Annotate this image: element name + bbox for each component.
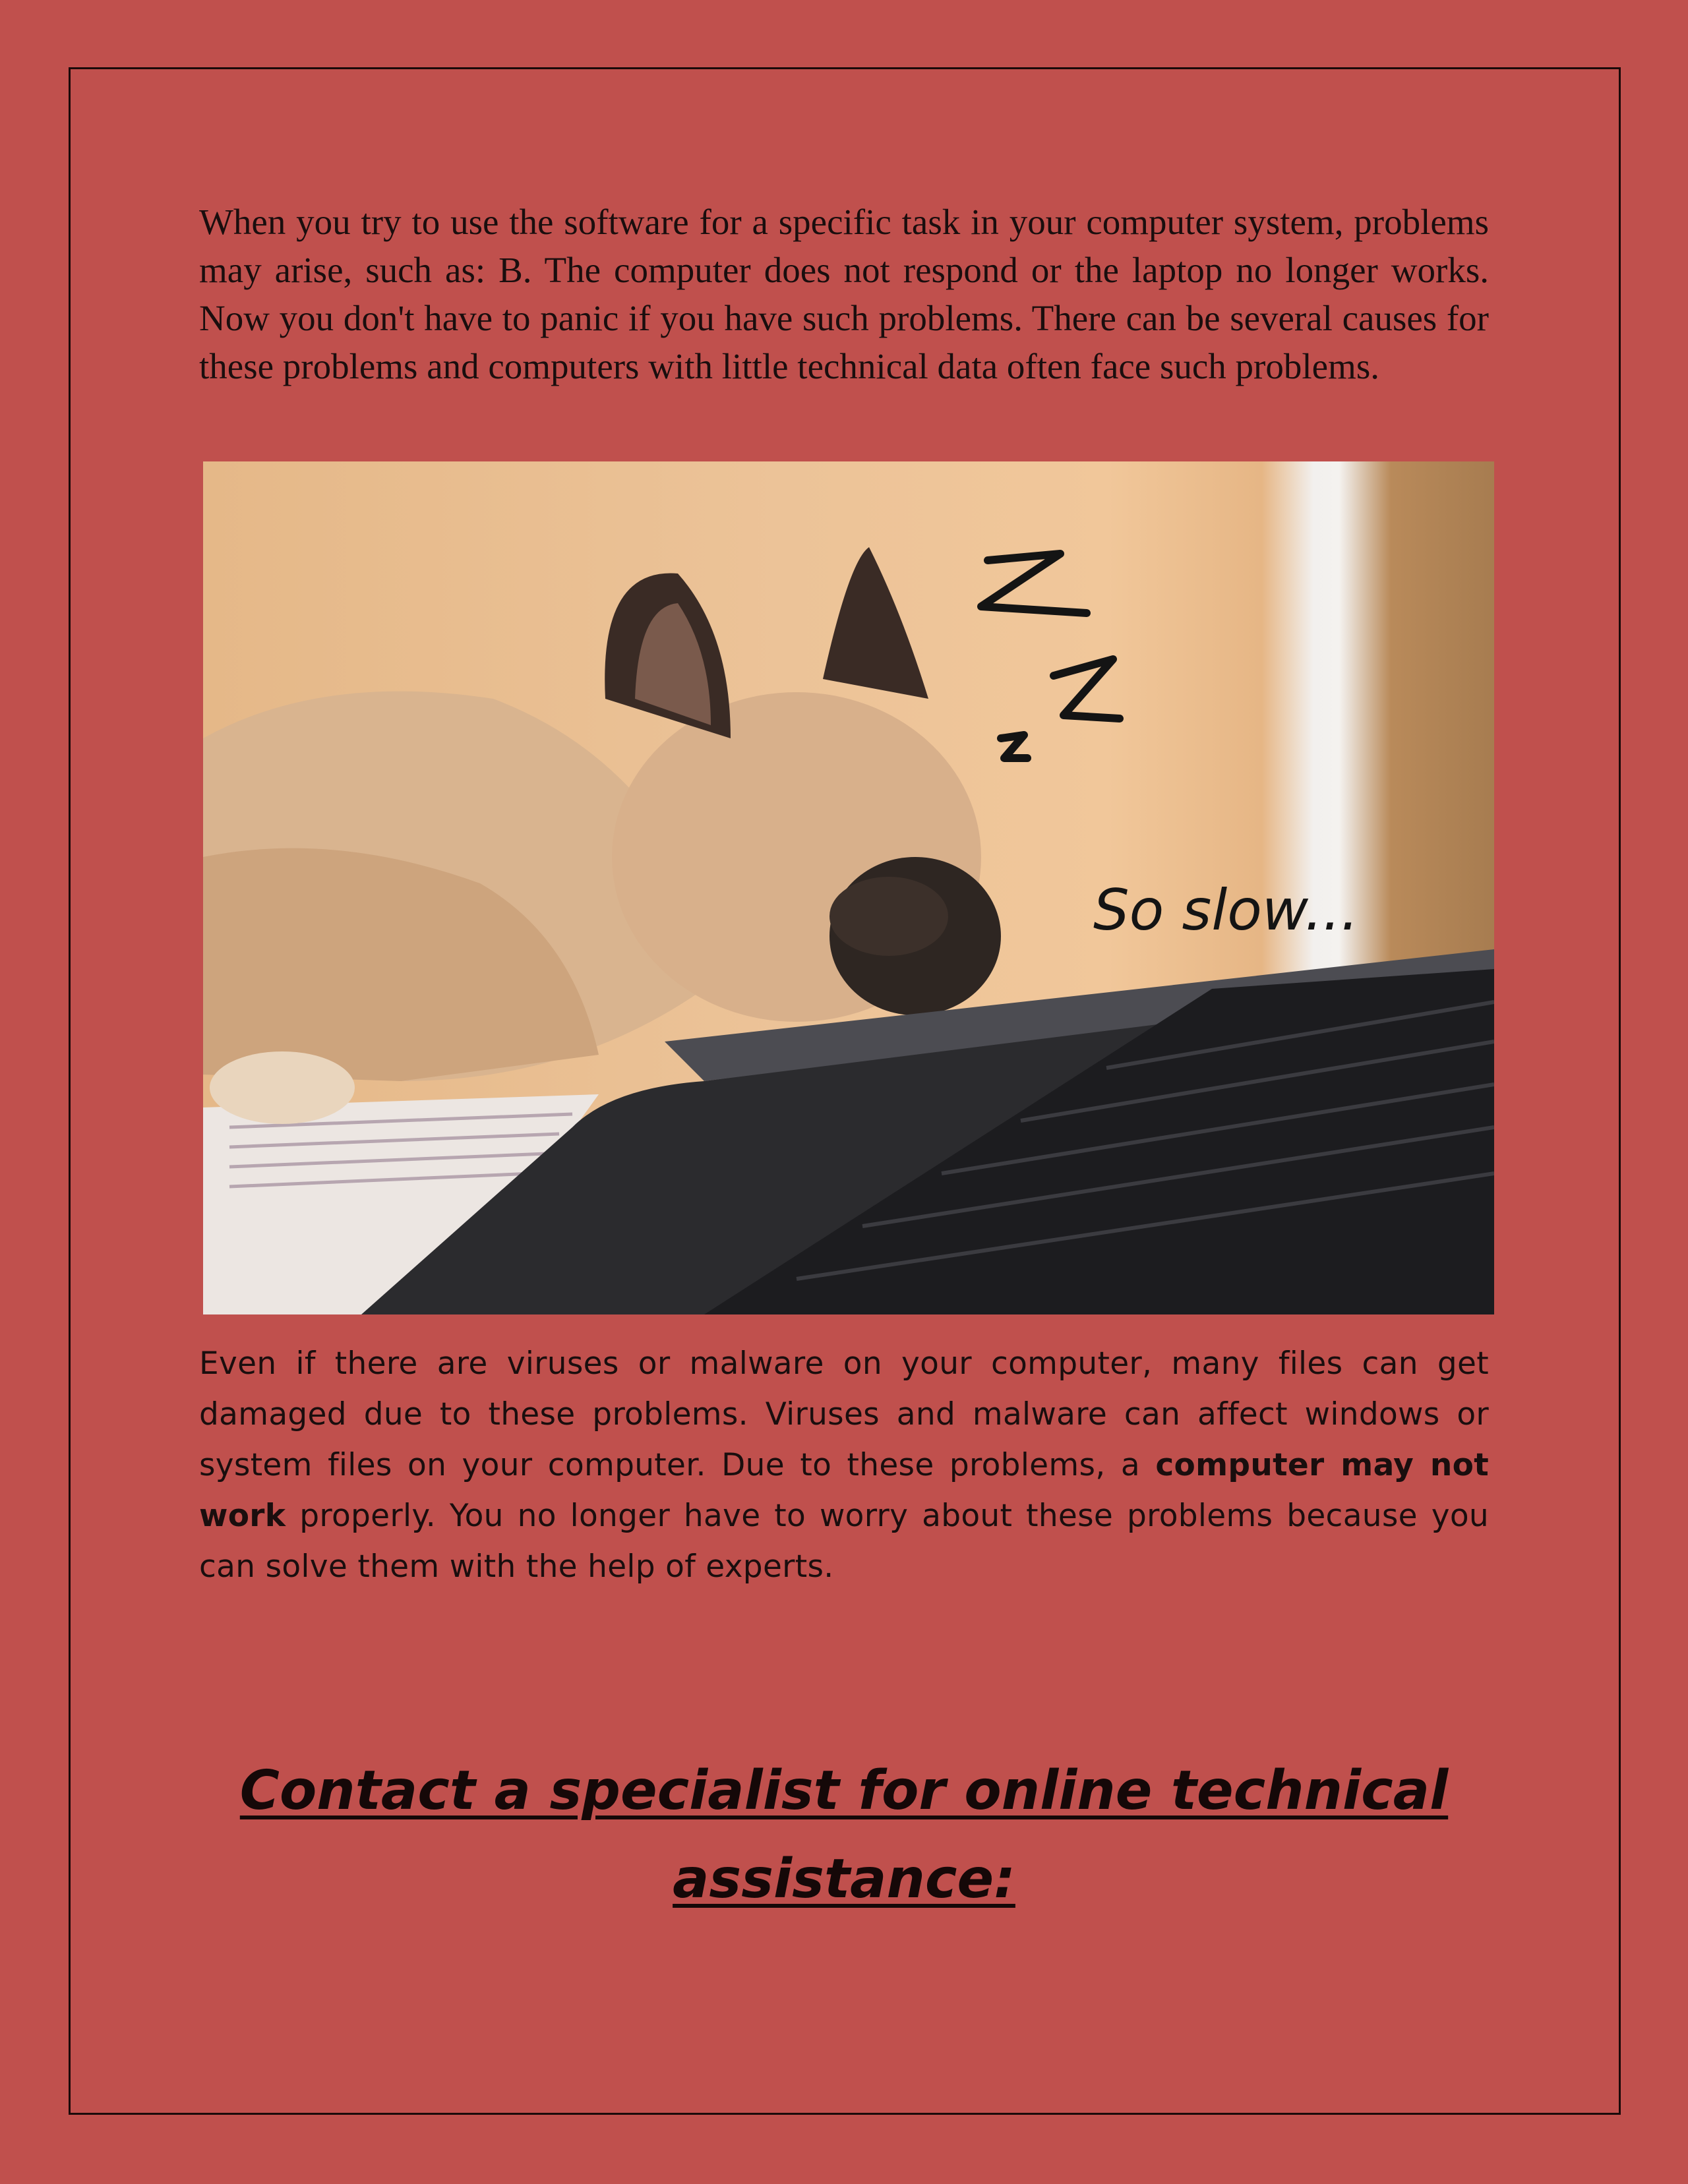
sleeping-dog-photo xyxy=(203,461,1494,1314)
emphasis-text: computer may not work xyxy=(199,1447,1490,1534)
so-slow-caption: So slow... xyxy=(1093,877,1359,943)
body-paragraph: Even if there are viruses or malware on your computer, many files can get damaged due to these problems. Viruses and malware can affect windows or system files on your computer. Due to these problems, a computer may not work properly. You no longer have to worry about these problems because you can solve them with the help of experts. xyxy=(199,1345,1490,1585)
intro-paragraph: When you try to use the software for a specific task in your computer system, problems may arise, such as: B. The computer does not respond or the laptop no longer works. Now you don't have to panic if you have such problems. There can be several causes for these problems and computers with little technical data often face such problems. xyxy=(199,202,1489,386)
contact-heading: Contact a specialist for online technical assistance: xyxy=(239,1759,1449,1910)
